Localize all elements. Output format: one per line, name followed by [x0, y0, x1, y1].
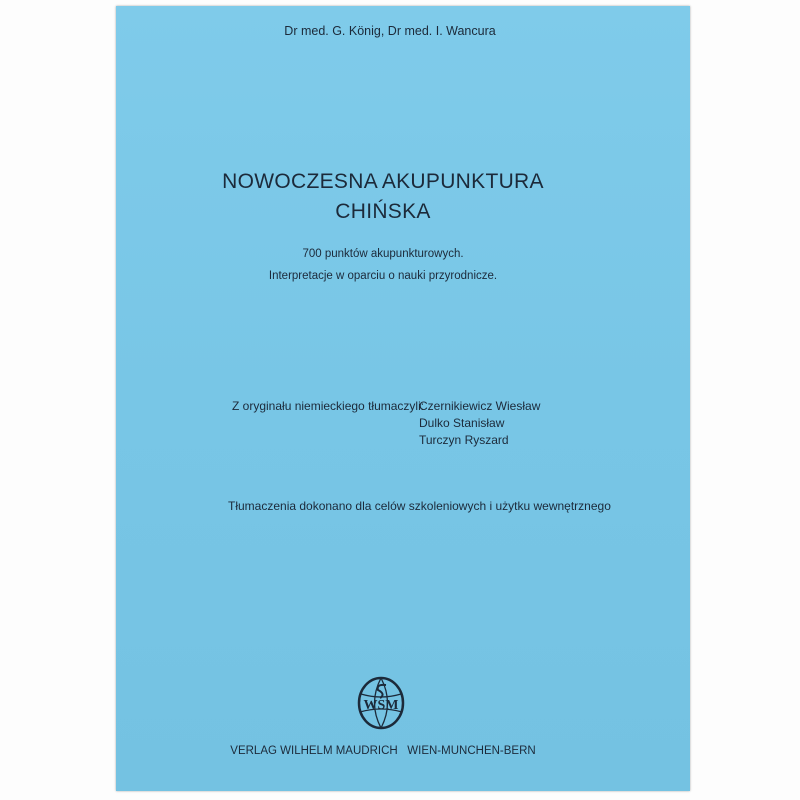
translator-name: Czernikiewicz Wiesław	[419, 399, 541, 413]
translator-name: Dulko Stanisław	[419, 416, 505, 430]
subtitle-line-2: Interpretacje w oparciu o nauki przyrodnicze.	[268, 270, 498, 282]
publisher-globe-logo	[356, 676, 406, 732]
translators-label: Z oryginału niemieckiego tłumaczyli:	[232, 399, 425, 413]
title-line-1: NOWOCZESNA AKUPUNKTURA	[222, 170, 544, 193]
svg-text:WSM: WSM	[363, 698, 399, 713]
publisher: VERLAG WILHELM MAUDRICH WIEN-MUNCHEN-BERN	[230, 745, 536, 757]
usage-note: Tłumaczenia dokonano dla celów szkoleniowych i użytku wewnętrznego	[228, 499, 611, 513]
subtitle-line-1: 700 punktów akupunkturowych.	[302, 248, 464, 260]
title-line-2: CHIŃSKA	[335, 200, 431, 223]
authors: Dr med. G. König, Dr med. I. Wancura	[284, 24, 496, 38]
translator-name: Turczyn Ryszard	[419, 433, 509, 447]
